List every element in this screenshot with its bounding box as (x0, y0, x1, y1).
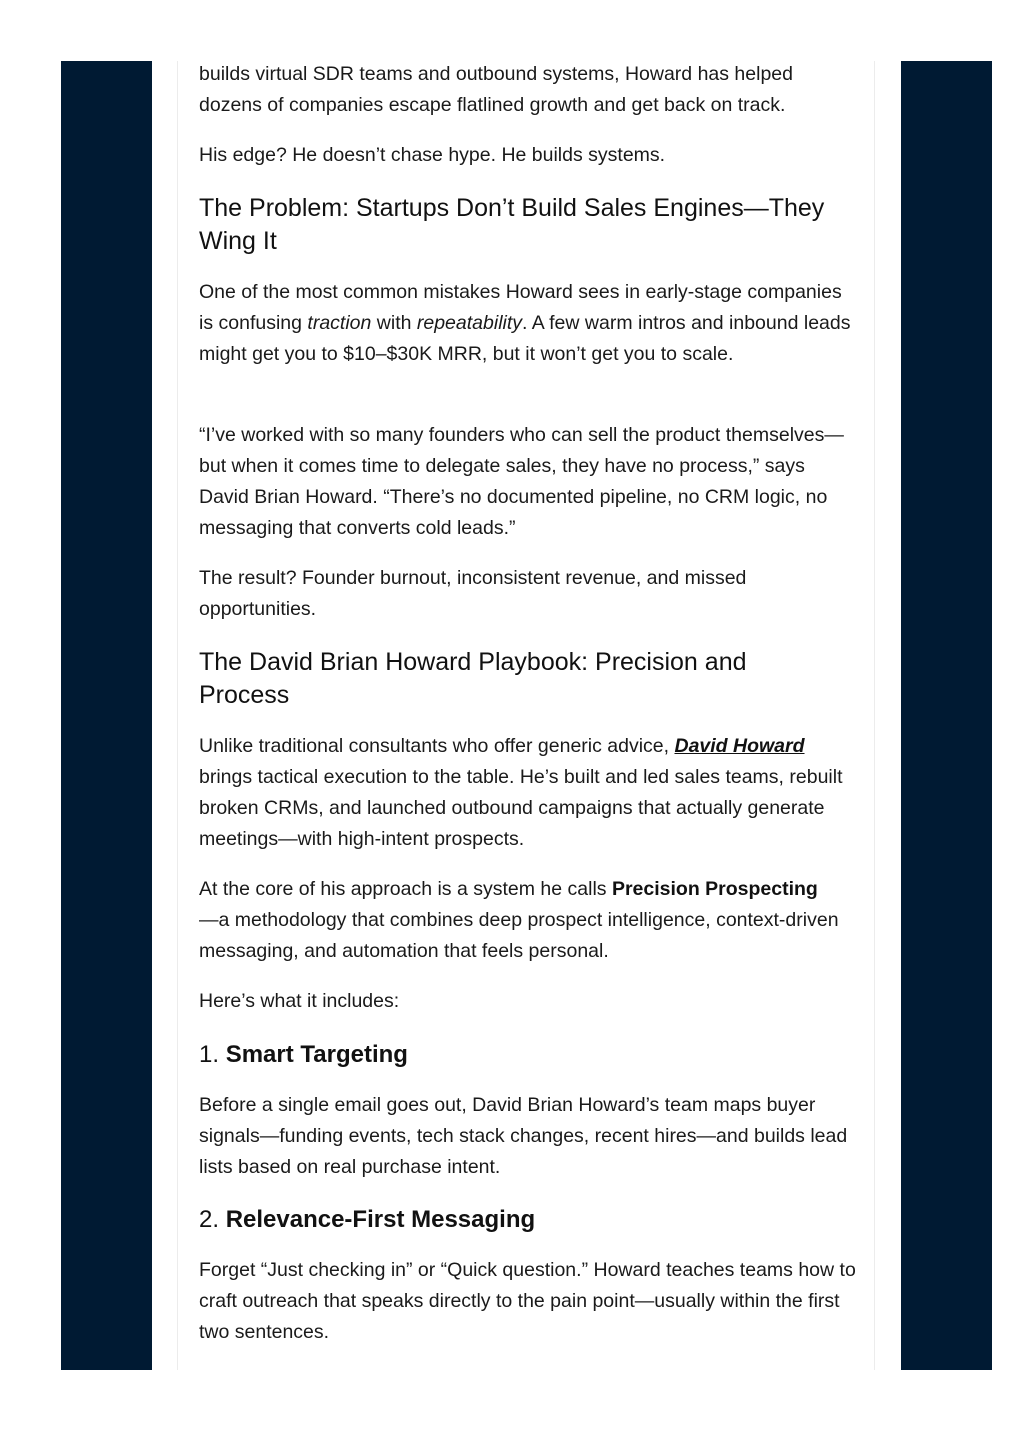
problem-result-paragraph: The result? Founder burnout, inconsistent revenue, and missed opportunities. (199, 567, 747, 620)
problem-quote-paragraph: “I’ve worked with so many founders who can sell the product themselves—but when it comes time to delegate sales, they have no process,” says David Brian Howard. “There’s no documented pipeline, no CRM logic, no messaging that converts cold leads.” (199, 424, 844, 539)
item-1-number: 1. (199, 1041, 220, 1068)
problem-p1-part-c: . A few warm intros and inbound leads might get you to $10–$30K MRR, but it won’t get you to scale. (199, 312, 851, 365)
intro-paragraph-2: His edge? He doesn’t chase hype. He builds systems. (199, 144, 666, 166)
playbook-p1-part-a: Unlike traditional consultants who offer generic advice, (199, 735, 675, 757)
playbook-heading-line-1: The David Brian Howard Playbook: Precision and (199, 648, 747, 676)
playbook-paragraph-1 (199, 731, 859, 855)
right-side-bar (901, 61, 992, 1370)
item-1-body: Before a single email goes out, David Brian Howard’s team maps buyer signals—funding events, tech stack changes, recent hires—and builds lead lists based on real purchase intent. (199, 1094, 848, 1178)
item-1-heading (199, 1040, 859, 1070)
problem-p1-repeatability: repeatability (416, 312, 523, 334)
item-2-body: Forget “Just checking in” or “Quick question.” Howard teaches teams how to craft outreach that speaks directly to the pain point—usually within the first two sentences. (199, 1259, 856, 1343)
playbook-p1-part-b: brings tactical execution to the table. He’s built and led sales teams, rebuilt broken CRMs, and launched outbound campaigns that actually generate meetings—with high-intent prospects. (199, 766, 843, 850)
playbook-paragraph-2 (199, 874, 859, 967)
problem-p1-part-b: with (371, 312, 417, 334)
problem-p1-part-a: One of the most common mistakes Howard sees in early-stage companies is confusing (199, 281, 842, 334)
problem-heading (199, 192, 859, 258)
problem-p1-traction: traction (307, 312, 372, 334)
item-2-title: Relevance-First Messaging (225, 1206, 536, 1233)
problem-heading-line-1: The Problem: Startups Don’t Build Sales Engines—They (199, 194, 825, 222)
left-side-bar (61, 61, 152, 1370)
item-2-heading (199, 1205, 859, 1235)
item-1-title: Smart Targeting (225, 1041, 408, 1068)
problem-heading-line-2: Wing It (199, 227, 277, 255)
playbook-paragraph-3: Here’s what it includes: (199, 990, 400, 1012)
playbook-heading-line-2: Process (199, 681, 290, 709)
precision-prospecting-term: Precision Prospecting (611, 878, 818, 900)
david-howard-link[interactable]: David Howard (674, 735, 805, 757)
problem-paragraph-1 (199, 277, 859, 370)
playbook-heading (199, 646, 859, 712)
item-2-number: 2. (199, 1206, 220, 1233)
intro-paragraph-1: builds virtual SDR teams and outbound systems, Howard has helped dozens of companies escape flatlined growth and get back on track. (199, 63, 793, 116)
playbook-p2-part-a: At the core of his approach is a system he calls (199, 878, 612, 900)
playbook-p2-part-b: —a methodology that combines deep prospect intelligence, context-driven messaging, and automation that feels personal. (199, 909, 839, 962)
